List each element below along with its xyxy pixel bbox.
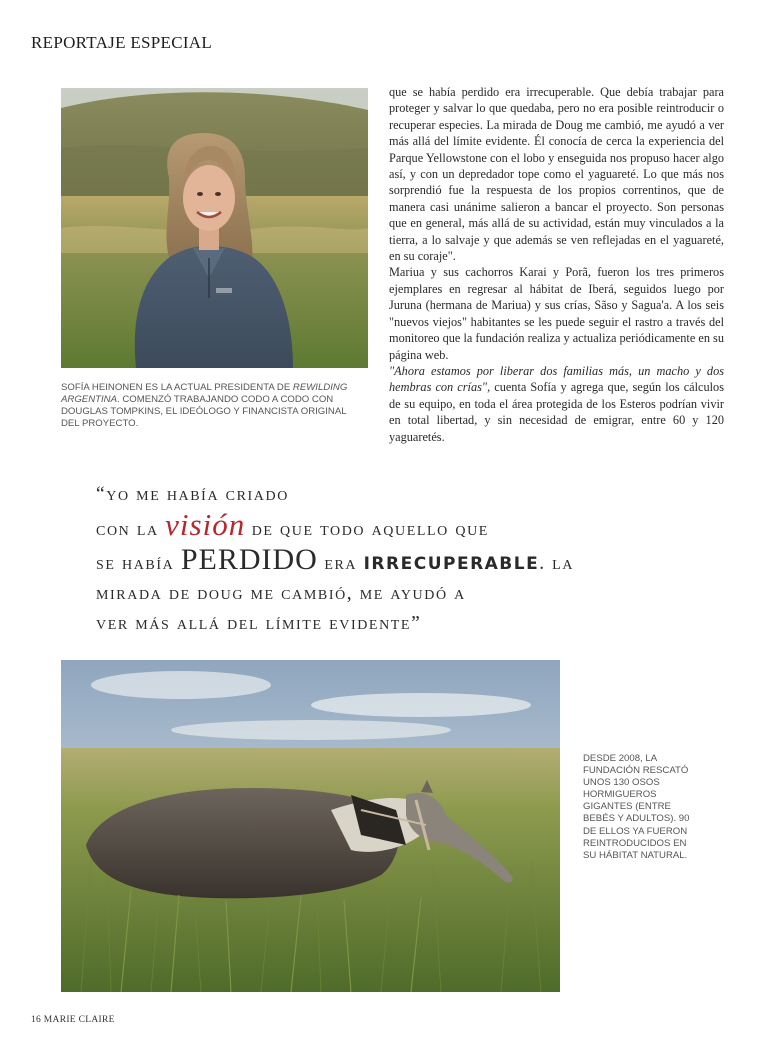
caption-text: . COMENZÓ TRABAJANDO CODO A CODO CON DOUGLAS TOMPKINS, EL IDEÓLOGO Y FINANCISTA ORIGINAL DEL PROYECTO.	[61, 394, 347, 429]
pull-quote-line: mirada de doug me cambió, me ayudó a	[96, 583, 466, 604]
pull-quote-line	[96, 545, 616, 579]
pull-quote-emphasis: PERDIDO	[180, 543, 318, 576]
article-body	[389, 84, 724, 445]
caption-organization: REWILDING ARGENTINA	[61, 382, 348, 405]
body-quote: "Ahora estamos por liberar dos familias más, un macho y dos hembras con crías"	[389, 363, 724, 395]
body-paragraph: que se había perdido era irrecuperable. Que debía trabajar para proteger y salvar lo que quedaba, pero no era posible reintroducir o recuperar especies. La mirada de Doug me cambió, me ayudó a ver más allá del límite evidente. Él conocía de cerca la experiencia del Parque Yellowstone con el lobo y enseguida nos propuso hacer algo así, y con un depredador tope como el yaguareté. Lo que más nos sorprendió fue la respuesta de los propios correntinos, que de manera casi unánime salieron a bancar el proyecto. Son personas que en general, más allá de su actividad, están muy vinculados a la tierra, a lo salvaje y que además se ven reflejadas en el yaguareté, en su coraje".	[389, 85, 724, 264]
pull-quote-line: ver más allá del límite evidente”	[96, 613, 422, 634]
pull-quote-line: “yo me había criado	[96, 484, 289, 505]
pull-quote-text: con la	[96, 519, 166, 540]
page-number: 16	[31, 1015, 42, 1025]
pull-quote-text: se había	[96, 553, 181, 574]
pull-quote	[96, 480, 616, 639]
anteater-caption: DESDE 2008, LA FUNDACIÓN RESCATÓ UNOS 130 OSOS HORMIGUEROS GIGANTES (ENTRE BEBÉS Y ADULTOS). 90 DE ELLOS YA FUERON REINTRODUCIDOS EN SU HÁBITAT NATURAL.	[583, 753, 690, 861]
pull-quote-text: era	[317, 553, 364, 574]
pull-quote-text: de que todo aquello que	[245, 519, 489, 540]
pull-quote-bold: IRRECUPERABLE	[363, 554, 540, 574]
section-header: REPORTAJE ESPECIAL	[31, 33, 213, 52]
page-footer	[31, 1015, 115, 1025]
pull-quote-text: . la	[539, 553, 575, 574]
pull-quote-line	[96, 507, 616, 545]
body-paragraph	[389, 363, 724, 445]
body-text: , cuenta Sofía y agrega que, según los cálculos de su equipo, en toda el área protegida de los Esteros podrían vivir en total libertad, y sin necesidad de emigrar, entre 60 y 120 yaguaretés.	[389, 380, 724, 444]
pull-quote-highlight: visión	[165, 507, 246, 542]
magazine-name: MARIE CLAIRE	[43, 1015, 115, 1025]
caption-text: SOFÍA HEINONEN ES LA ACTUAL PRESIDENTA DE	[61, 382, 293, 393]
anteater-photo	[61, 660, 560, 992]
portrait-photo	[61, 88, 368, 368]
body-paragraph: Mariua y sus cachorros Karai y Porã, fueron los tres primeros ejemplares en regresar al hábitat de Iberá, seguidos luego por Juruna (hermana de Mariua) y sus crías, Sãso y Sagua'a. A los seis "nuevos viejos" habitantes se les puede seguir el rastro a través del monitoreo que la fundación realiza y actualiza periódicamente en su página web.	[389, 265, 724, 362]
portrait-caption	[61, 382, 351, 430]
